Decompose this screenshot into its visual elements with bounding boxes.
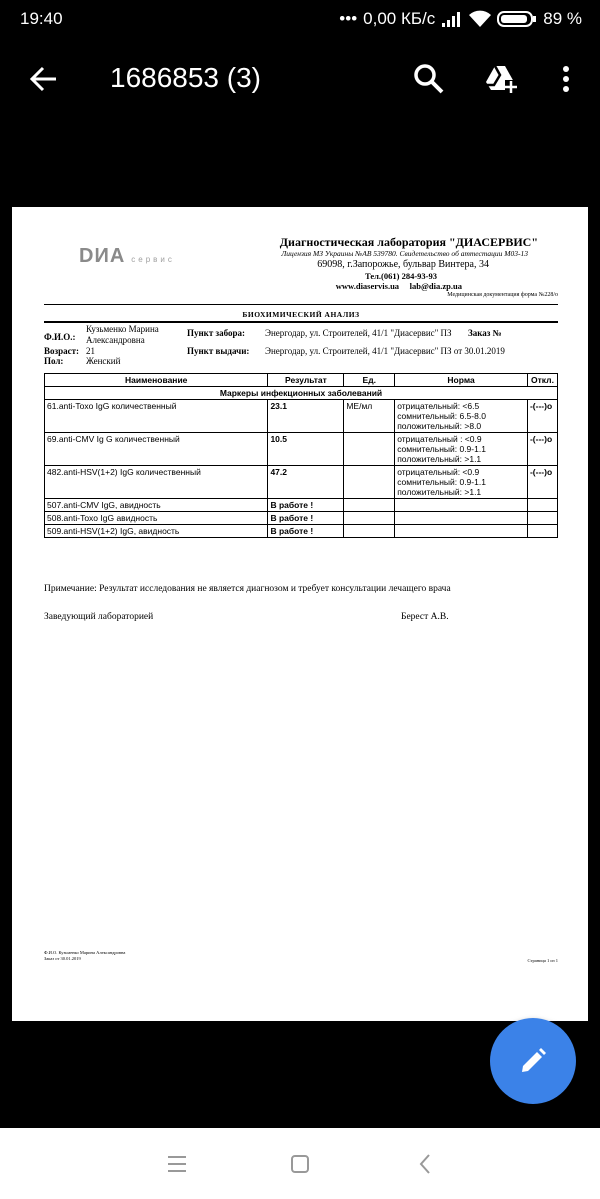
test-norm [395, 466, 528, 499]
test-unit [344, 433, 395, 466]
sex-value: Женский [86, 356, 121, 366]
norm-positive: положительный: >1.1 [397, 454, 482, 464]
table-row [45, 466, 558, 499]
section-row [45, 387, 558, 400]
age-label: Возраст: [44, 346, 80, 356]
test-name: 61.anti-Toxo IgG количественный [45, 400, 268, 433]
test-name: 482.anti-HSV(1+2) IgG количественный [45, 466, 268, 499]
test-name: 508.anti-Toxo IgG авидность [45, 512, 268, 525]
lab-logo [79, 245, 175, 268]
status-time: 19:40 [20, 9, 63, 28]
table-row [45, 525, 558, 538]
lab-address: 69098, г.Запорожье, бульвар Винтера, 34 [317, 259, 489, 270]
wifi-icon [469, 10, 491, 28]
page-footer [44, 950, 125, 962]
divider [44, 304, 558, 305]
pencil-icon [518, 1046, 548, 1076]
back-arrow-icon[interactable] [28, 64, 58, 94]
col-norm: Норма [395, 374, 528, 387]
drive-add-icon[interactable] [484, 62, 518, 96]
lab-name: Диагностическая лаборатория "ДИАСЕРВИС" [279, 235, 538, 249]
license: Лицензия МЗ Украины №АВ 539780. Свидетельство об аттестации М03-13 [281, 249, 528, 258]
back-icon[interactable] [414, 1152, 438, 1176]
file-title: 1686853 (3) [110, 62, 262, 93]
pdf-page[interactable] [12, 207, 588, 1021]
footer-order: Заказ от 30.01.2019 [44, 956, 81, 961]
test-unit: МЕ/мл [344, 400, 395, 433]
head-label: Заведующий лабораторией [44, 612, 154, 622]
test-unit [344, 525, 395, 538]
status-bar [0, 0, 600, 38]
norm-doubtful: сомнительный: 0.9-1.1 [397, 477, 486, 487]
test-unit [344, 466, 395, 499]
test-result: 23.1 [268, 400, 344, 433]
age-value: 21 [86, 346, 95, 356]
test-norm [395, 512, 528, 525]
results-table [44, 373, 558, 538]
test-result: 47.2 [268, 466, 344, 499]
menu-icon[interactable] [165, 1152, 189, 1176]
battery-percent: 89 % [543, 9, 582, 28]
norm-positive: положительный: >8.0 [397, 421, 482, 431]
analysis-title: БИОХИМИЧЕСКИЙ АНАЛИЗ [242, 310, 360, 319]
app-bar [0, 38, 600, 122]
test-deviation: -(---)o [527, 433, 557, 466]
test-deviation: -(---)o [527, 466, 557, 499]
col-result: Результат [268, 374, 344, 387]
test-norm [395, 433, 528, 466]
test-result: В работе ! [268, 499, 344, 512]
test-name: 507.anti-CMV IgG, авидность [45, 499, 268, 512]
test-unit [344, 512, 395, 525]
edit-button[interactable] [490, 1018, 576, 1104]
test-result: 10.5 [268, 433, 344, 466]
sex-label: Пол: [44, 356, 64, 366]
norm-doubtful: сомнительный: 0.9-1.1 [397, 444, 486, 454]
norm-doubtful: сомнительный: 6.5-8.0 [397, 411, 486, 421]
fio-label: Ф.И.О.: [44, 332, 76, 342]
fio-value-2: Александровна [86, 335, 145, 345]
test-name: 509.anti-HSV(1+2) IgG, авидность [45, 525, 268, 538]
table-row [45, 499, 558, 512]
issue-label: Пункт выдачи: [187, 346, 250, 356]
network-speed: 0,00 КБ/с [363, 9, 436, 28]
test-norm [395, 400, 528, 433]
lab-web: www.diaservis.ua lab@dia.zp.ua [335, 281, 462, 291]
report-note: Примечание: Результат исследования не является диагнозом и требует консультации лечащего врача [44, 584, 451, 594]
test-deviation [527, 499, 557, 512]
col-name: Наименование [45, 374, 268, 387]
test-unit [344, 499, 395, 512]
logo-text: DИA [79, 245, 126, 267]
norm-negative: отрицательный: <6.5 [397, 401, 480, 411]
test-deviation [527, 525, 557, 538]
order-label: Заказ № [468, 328, 502, 338]
home-icon[interactable] [288, 1152, 312, 1176]
norm-negative: отрицательный: <0.9 [397, 467, 480, 477]
norm-positive: положительный: >1.1 [397, 487, 482, 497]
system-nav-bar [0, 1128, 600, 1199]
signal-icon [441, 11, 463, 27]
table-row [45, 433, 558, 466]
signature-line [44, 612, 558, 622]
table-row [45, 400, 558, 433]
notification-dots: ••• [339, 9, 358, 28]
test-deviation: -(---)o [527, 400, 557, 433]
test-result: В работе ! [268, 512, 344, 525]
footer-page: Страница 1 из 1 [527, 958, 558, 963]
lab-phone: Тел.(061) 284-93-93 [365, 271, 437, 281]
report-header [44, 232, 558, 304]
logo-sub: сервис [131, 255, 175, 264]
divider [44, 321, 558, 323]
battery-icon [497, 10, 537, 28]
footer-patient: Ф.И.О. Кузьменко Марина Александровна [44, 950, 126, 955]
fio-value-1: Кузьменко Марина [86, 324, 159, 334]
col-unit: Ед. [344, 374, 395, 387]
issue-value: Энергодар, ул. Строителей, 41/1 "Диасервис" ПЗ от 30.01.2019 [265, 346, 505, 356]
test-deviation [527, 512, 557, 525]
col-deviation: Откл. [527, 374, 557, 387]
section-title: Маркеры инфекционных заболеваний [45, 387, 558, 400]
head-name: Берест А.В. [401, 612, 449, 622]
more-vert-icon[interactable] [549, 62, 583, 96]
table-row [45, 512, 558, 525]
collection-label: Пункт забора: [187, 328, 246, 338]
test-norm [395, 525, 528, 538]
form-number: Медицинская документация форма №228/о [447, 292, 558, 298]
test-result: В работе ! [268, 525, 344, 538]
collection-value: Энергодар, ул. Строителей, 41/1 "Диасервис" ПЗ [265, 328, 452, 338]
search-icon[interactable] [412, 62, 446, 96]
table-header [45, 374, 558, 387]
norm-negative: отрицательный : <0.9 [397, 434, 482, 444]
test-norm [395, 499, 528, 512]
test-name: 69.anti-CMV Ig G количественный [45, 433, 268, 466]
